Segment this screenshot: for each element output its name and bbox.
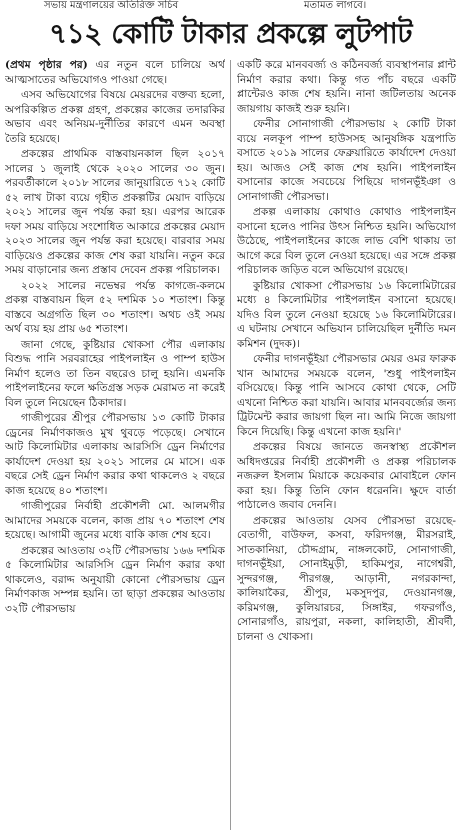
article-paragraph: কুষ্টিয়ার খোকসা পৌরসভায় ১৬ কিলোমিটারের মধ্যে ৪ কিলোমিটার পাইপলাইন বসানো হয়েছে। যদিও বিল তুলে নেওয়া হয়েছে ১৬ কিলোমিটারের। এ ঘটনায় সেখানে অভিযান চালিয়েছিল দুর্নীতি দমন কমিশন (দুদক)। — [237, 279, 456, 350]
right-column — [237, 58, 456, 832]
top-strip-left-text: সভায় মন্ত্রণালয়ের অতিরিক্ত সচিব — [44, 0, 179, 11]
article-paragraph: প্রকল্পের আওতায় ৩২টি পৌরসভায় ১৬৬ দশমিক ৫ কিলোমিটার আরসিসি ড্রেন নির্মাণ করার কথা থাকলেও, বরাদ্দ অনুযায়ী কোনো পৌরসভায় ড্রেন নির্মাণকাজ সম্পন্ন হয়নি। তা ছাড়া প্রকল্পের আওতায় ৩২টি পৌরসভায় — [5, 544, 225, 615]
article-paragraph: ২০২২ সালের নভেম্বর পর্যন্ত কাগজে-কলমে প্রকল্প বাস্তবায়ন ছিল ৫২ দশমিক ১০ শতাংশ। কিন্তু বাস্তবে অগ্রগতি ছিল ৩০ শতাংশ। অথচ ওই সময় অর্থ ব্যয় হয় প্রায় ৬৫ শতাংশ। — [5, 279, 225, 335]
top-cut-strip — [6, 0, 455, 11]
article-paragraph: গাজীপুরের শ্রীপুর পৌরসভায় ১৩ কোটি টাকার ড্রেনের নির্মাণকাজও মুখ থুবড়ে পড়েছে। সেখানে আট কিলোমিটার এলাকায় আরসিসি ড্রেন নির্মাণের কার্যাদেশ দেওয়া হয় ২০২১ সালের মে মাসে। এক বছরে সেই ড্রেন নির্মাণ করার কথা থাকলেও ২ বছরে কাজ হয়েছে ৪০ শতাংশ। — [5, 412, 225, 497]
article-paragraph: গাজীপুরের নির্বাহী প্রকৌশলী মো. আলমগীর আমাদের সময়কে বলেন, কাজ প্রায় ৭০ শতাংশ শেষ হয়েছে। আগামী জুনের মধ্যে বাকি কাজ শেষ হবে। — [5, 500, 225, 541]
column-divider — [230, 60, 231, 830]
article-paragraph: প্রকল্পের প্রাথমিক বাস্তবায়নকাল ছিল ২০১৭ সালের ১ জুলাই থেকে ২০২০ সালের ৩০ জুন। পরবর্তীকালে ২০১৮ সালের জানুয়ারিতে ৭১২ কোটি ৫২ লাখ টাকা ব্যয়ে গৃহীত প্রকল্পটির মেয়াদ বাড়িয়ে ২০২১ সালের জুন পর্যন্ত করা হয়। এরপর আরেক দফা সময় বাড়িয়ে সংশোধিত আকারে প্রকল্পের মেয়াদ ২০২৩ সালের জুন পর্যন্ত করা হয়েছে। বারবার সময় বাড়িয়েও প্রকল্পের কাজ শেষ করা যায়নি। নতুন করে সময় বাড়ানোর জন্য প্রস্তাব দেবেন প্রকল্প পরিচালক। — [5, 148, 225, 276]
top-strip-right-text: মতামত লাগবে। — [304, 0, 367, 11]
article-paragraph: প্রকল্পের বিষয়ে জানতে জনস্বাস্থ্য প্রকৌশল অধিদপ্তরের নির্বাহী প্রকৌশলী ও প্রকল্প পরিচালক নজরুল ইসলাম মিয়াকে কয়েকবার মোবাইলে ফোন করা হয়। কিন্তু তিনি ফোন ধরেননি। ক্ষুদে বার্তা পাঠালেও জবাব দেননি। — [237, 441, 456, 511]
article-paragraph: একটি করে মানববর্জ্য ও কঠিনবর্জ্য ব্যবস্থাপনার প্লান্ট নির্মাণ করার কথা। কিন্তু গত পাঁচ বছরে একটি প্লান্টেরও কাজ শেষ হয়নি। নানা জটিলতায় অনেক জায়গায় কাজই শুরু হয়নি। — [237, 59, 456, 115]
continuation-marker: (প্রথম পৃষ্ঠার পর) — [5, 59, 88, 71]
article-paragraph: প্রকল্প এলাকায় কোথাও কোথাও পাইপলাইন বসানো হলেও পানির উৎস নিশ্চিত হয়নি। অভিযোগ উঠেছে, পাইপলাইনের কাজে লাভ বেশি থাকায় তা আগে করে বিল তুলে নেওয়া হয়েছে। এর সঙ্গে প্রকল্প পরিচালক জড়িত বলে অভিযোগ রয়েছে। — [237, 206, 456, 276]
first-paragraph-text: এর নতুন বলে চালিয়ে অর্থ আত্মসাতের অভিযোগও পাওয়া গেছে। — [5, 59, 225, 86]
article-paragraph: ফেনীর সোনাগাজী পৌরসভায় ২ কোটি টাকা ব্যয়ে নলকূপ পাম্প হাউসসহ আনুষঙ্গিক যন্ত্রপাতি বসাতে ২০১৯ সালের ফেব্রুয়ারিতে কার্যাদেশ দেওয়া হয়। আজও সেই কাজ শেষ হয়নি। পাইপলাইন বসানোর কাজে সবচেয়ে পিছিয়ে দাগনভূঁইঞা ও সোনাগাজী পৌরসভা। — [237, 118, 456, 203]
article-paragraph: এসব অভিযোগের বিষয়ে মেয়রদের বক্তব্য হলো, অপরিকল্পিত প্রকল্প গ্রহণ, প্রকল্পের কাজের তদারকির অভাব এবং অনিয়ম-দুর্নীতির কারণে এমন অবস্থা তৈরি হয়েছে। — [5, 89, 225, 145]
left-column — [5, 58, 225, 832]
article-paragraph: প্রকল্পের আওতায় যেসব পৌরসভা রয়েছে- বেতাগী, বাউফল, কসবা, ফরিদগঞ্জ, মীরসরাই, সাতকানিয়া, চৌদ্দগ্রাম, নাঙ্গলকোট, সোনাগাজী, দাগনভূঁইয়া, সোনাইমুড়ী, হাকিমপুর, নাগেশ্বরী, সুন্দরগঞ্জ, পীরগঞ্জ, আড়ানী, নগরকান্দা, কালিয়াকৈর, শ্রীপুর, মকসুদপুর, দেওয়ানগঞ্জ, করিমগঞ্জ, কুলিয়ারচর, সিঙ্গাইর, গফরগাঁও, সোনারগাঁও, রায়পুরা, নকলা, কালিহাতী, শ্রীবর্দী, চালনা ও খোকসা। — [237, 514, 456, 643]
headline: ৭১২ কোটি টাকার প্রকল্পে লুটপাট — [48, 17, 413, 50]
article-paragraph: জানা গেছে, কুষ্টিয়ার খোকসা পৌর এলাকায় বিশুদ্ধ পানি সরবরাহের পাইপলাইন ও পাম্প হাউস নির্মাণ হলেও তা তিন বছরেও চালু হয়নি। এমনকি পাইপলাইনের ফলে ক্ষতিগ্রস্ত সড়ক মেরামত না করেই বিল তুলে নিয়েছেন ঠিকাদার। — [5, 338, 225, 409]
article-paragraph-first — [5, 58, 225, 87]
article-paragraph: ফেনীর দাগনভূঁইয়া পৌরসভার মেয়র ওমর ফারুক খান আমাদের সময়কে বলেন, 'শুধু পাইপলাইন বসিয়েছে। কিন্তু পানি আসবে কোথা থেকে, সেটি এখনো নিশ্চিত করা যায়নি। আবার মানববর্জ্যের জন্য ট্রিটমেন্ট করার জায়গা ছিল না। আমি নিজে জায়গা কিনে দিয়েছি। কিন্তু এখনো কাজ হয়নি।' — [237, 353, 456, 438]
